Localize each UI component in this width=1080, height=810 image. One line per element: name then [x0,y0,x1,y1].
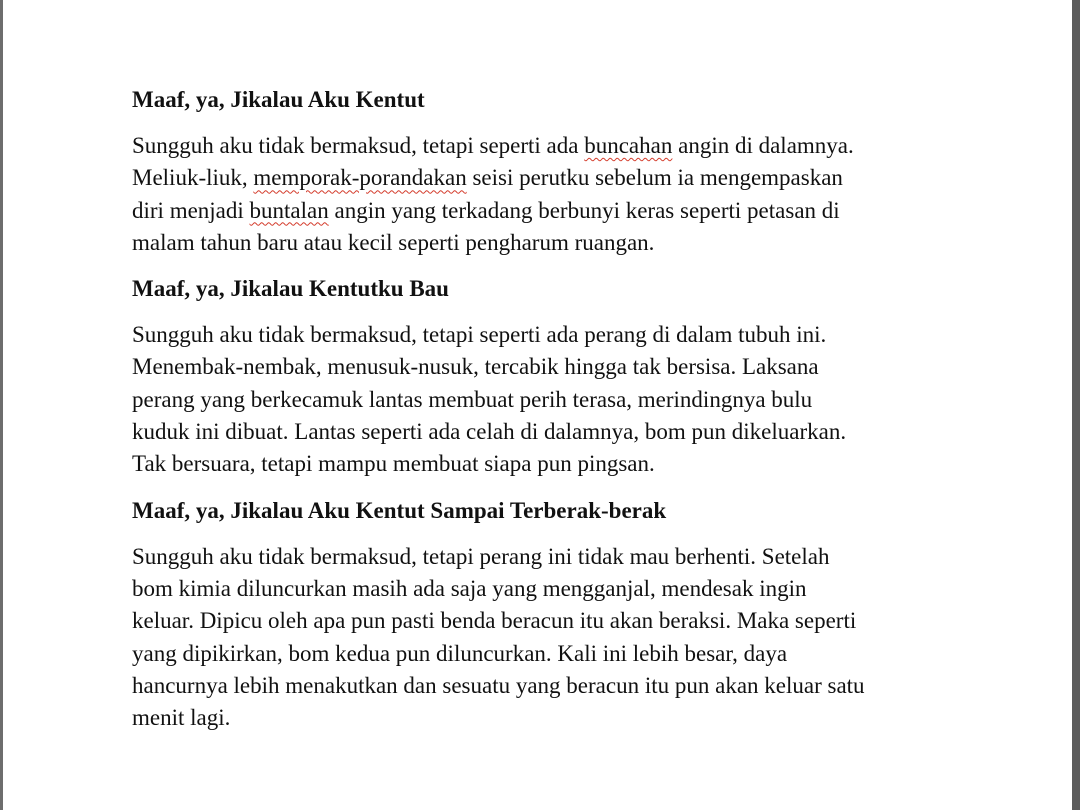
spellcheck-flagged-word[interactable]: memporak-porandakan [253,165,467,191]
line-text: Sungguh aku tidak bermaksud, tetapi seperti ada [132,133,585,158]
paragraph-line[interactable]: menit lagi. [132,705,231,731]
paragraph-line[interactable]: Sungguh aku tidak bermaksud, tetapi perang ini tidak mau berhenti. Setelah [132,543,830,569]
line-text: seisi perutku sebelum ia mengempaskan [466,165,843,191]
paragraph-line[interactable] [132,195,952,227]
section-paragraph[interactable] [132,130,952,259]
paragraph-line[interactable] [132,130,952,162]
paragraph-line[interactable]: Menembak-nembak, menusuk-nusuk, tercabik hingga tak bersisa. Laksana [132,354,819,380]
line-text: diri menjadi [132,197,250,223]
scrollbar-edge[interactable] [1072,0,1080,810]
line-text: Meliuk-liuk, [132,165,254,191]
paragraph-line[interactable] [132,162,952,194]
paragraph-line[interactable]: yang dipikirkan, bom kedua pun diluncurkan. Kali ini lebih besar, daya [132,640,788,666]
section-heading[interactable]: Maaf, ya, Jikalau Kentutku Bau [132,276,449,302]
paragraph-line[interactable]: malam tahun baru atau kecil seperti pengharum ruangan. [132,229,655,255]
section-paragraph[interactable] [132,319,952,480]
paragraph-line[interactable]: kuduk ini dibuat. Lantas seperti ada celah di dalamnya, bom pun dikeluarkan. [132,419,847,445]
line-text: angin di dalamnya. [672,133,854,158]
paragraph-line[interactable]: Tak bersuara, tetapi mampu membuat siapa pun pingsan. [132,451,655,477]
paragraph-line[interactable]: hancurnya lebih menakutkan dan sesuatu yang beracun itu pun akan keluar satu [132,672,865,698]
section-heading[interactable]: Maaf, ya, Jikalau Aku Kentut [132,87,425,112]
window-left-border [0,0,3,810]
section-heading[interactable]: Maaf, ya, Jikalau Aku Kentut Sampai Terberak-berak [132,497,667,523]
line-text: angin yang terkadang berbunyi keras seperti petasan di [328,197,840,223]
paragraph-line[interactable]: keluar. Dipicu oleh apa pun pasti benda beracun itu akan beraksi. Maka seperti [132,608,857,634]
spellcheck-flagged-word[interactable]: buncahan [584,133,673,158]
document-page[interactable] [132,84,952,748]
section-paragraph[interactable] [132,541,952,735]
paragraph-line[interactable]: bom kimia diluncurkan masih ada saja yang mengganjal, mendesak ingin [132,575,807,601]
paragraph-line[interactable]: Sungguh aku tidak bermaksud, tetapi seperti ada perang di dalam tubuh ini. [132,322,827,348]
paragraph-line[interactable]: perang yang berkecamuk lantas membuat perih terasa, merindingnya bulu [132,386,813,412]
spellcheck-flagged-word[interactable]: buntalan [249,197,329,223]
